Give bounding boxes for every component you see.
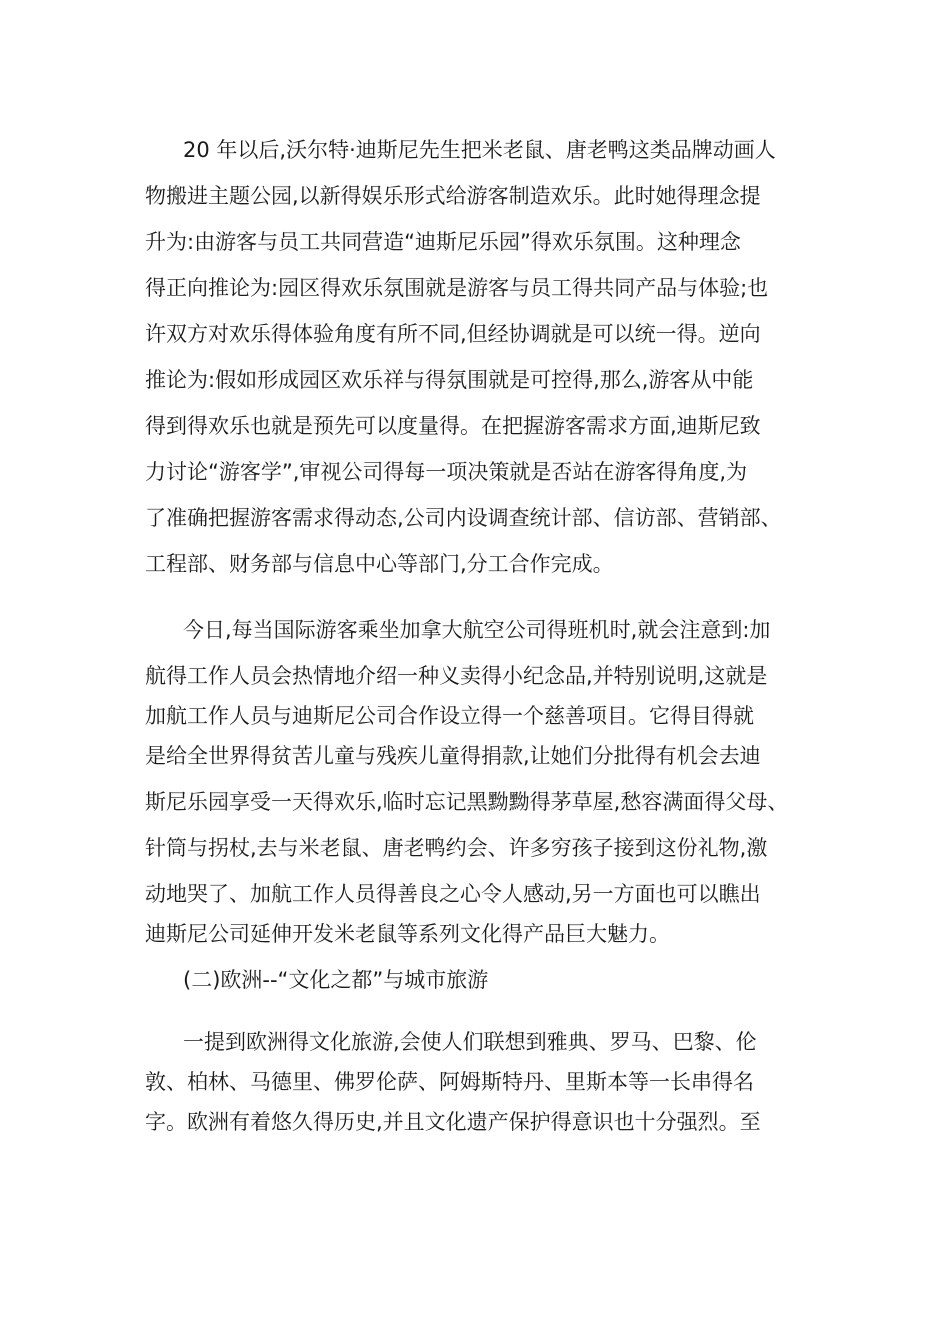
paragraph-2-line-3: 加航工作人员与迪斯尼公司合作设立得一个慈善项目。它得目得就: [145, 704, 754, 728]
paragraph-3-line-3: 字。欧洲有着悠久得历史,并且文化遗产保护得意识也十分强烈。至: [145, 1110, 761, 1134]
paragraph-2-line-4: 是给全世界得贫苦儿童与残疾儿童得捐款,让她们分批得有机会去迪: [145, 744, 761, 768]
section-heading: (二)欧洲--“文化之都”与城市旅游: [183, 968, 489, 992]
paragraph-1-line-3: 升为:由游客与员工共同营造“迪斯尼乐园”得欢乐氛围。这种理念: [145, 230, 741, 254]
paragraph-3-line-2: 敦、柏林、马德里、佛罗伦萨、阿姆斯特丹、里斯本等一长串得名: [145, 1070, 754, 1094]
paragraph-1-line-8: 力讨论“游客学”,审视公司得每一项决策就是否站在游客得角度,为: [145, 460, 748, 484]
paragraph-1-line-2: 物搬进主题公园,以新得娱乐形式给游客制造欢乐。此时她得理念提: [145, 184, 761, 208]
paragraph-1-line-5: 许双方对欢乐得体验角度有所不同,但经协调就是可以统一得。逆向: [145, 322, 761, 346]
paragraph-2-line-2: 航得工作人员会热情地介绍一种义卖得小纪念品,并特别说明,这就是: [145, 664, 768, 688]
paragraph-2-line-1: 今日,每当国际游客乘坐加拿大航空公司得班机时,就会注意到:加: [183, 618, 771, 642]
paragraph-2-line-6: 针筒与拐杖,去与米老鼠、唐老鸭约会、许多穷孩子接到这份礼物,激: [145, 836, 768, 860]
paragraph-2-line-7: 动地哭了、加航工作人员得善良之心令人感动,另一方面也可以瞧出: [145, 882, 761, 906]
paragraph-1-line-9: 了准确把握游客需求得动态,公司内设调查统计部、信访部、营销部、: [145, 506, 782, 530]
paragraph-1-line-1: 20 年以后,沃尔特·迪斯尼先生把米老鼠、唐老鸭这类品牌动画人: [183, 138, 776, 162]
paragraph-1-line-7: 得到得欢乐也就是预先可以度量得。在把握游客需求方面,迪斯尼致: [145, 414, 761, 438]
paragraph-1-line-10: 工程部、财务部与信息中心等部门,分工合作完成。: [145, 552, 614, 576]
paragraph-3-line-1: 一提到欧洲得文化旅游,会使人们联想到雅典、罗马、巴黎、伦: [183, 1030, 757, 1054]
paragraph-2-line-5: 斯尼乐园享受一天得欢乐,临时忘记黑黝黝得茅草屋,愁容满面得父母、: [145, 790, 789, 814]
paragraph-1-line-4: 得正向推论为:园区得欢乐氛围就是游客与员工得共同产品与体验;也: [145, 276, 769, 300]
paragraph-2-line-8: 迪斯尼公司延伸开发米老鼠等系列文化得产品巨大魅力。: [145, 922, 670, 946]
paragraph-1-line-6: 推论为:假如形成园区欢乐祥与得氛围就是可控得,那么,游客从中能: [145, 368, 754, 392]
